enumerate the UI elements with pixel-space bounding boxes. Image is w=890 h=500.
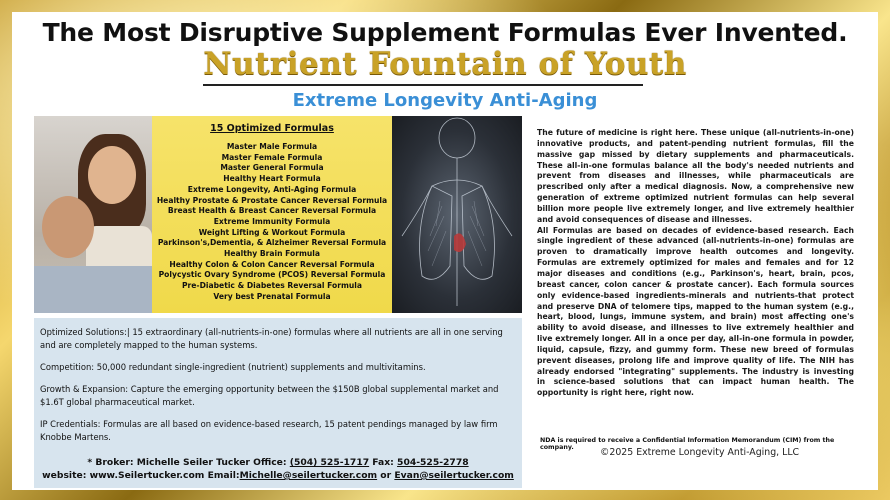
formula-list bbox=[152, 142, 392, 303]
email-or: or bbox=[377, 470, 395, 481]
email-link-michelle[interactable]: Michelle@seilertucker.com bbox=[239, 470, 378, 481]
ip-credentials-text: IP Credentials: Formulas are all based on evidence-based research, 15 patent pendings managed by law firm Knobbe Martens. bbox=[40, 419, 498, 442]
formula-item: Weight Lifting & Workout Formula bbox=[198, 227, 346, 237]
formula-item: Master Male Formula bbox=[226, 142, 318, 151]
anatomy-illustration bbox=[392, 116, 522, 313]
description-paragraph: All Formulas are based on decades of evidence-based research. Each single ingredient of these advanced (all-nutrients-in-one) formulas are proven to dramatically improve health outcomes and longevity. Formulas are extremely optimized for males and females and for 12 major diseases and conditions (e.g., Parkinson's, heart, brain, pcos, breast cancer, colon cancer & prostate cancer). Each formula sources only evidence-based ingredients-minerals and nutrients-that protect and preserve DNA of telomere tips, mapped to the human system (e.g., heart, blood, lungs, immune system, and brain) most affecting one's ability to avoid disease, and illnesses to live extremely healthier and live extremely longer. All in a once per day, all-in-one formula in powder, liquid, capsule, fizzy, and gummy form. These new breed of formulas prevent diseases, prolong life and improve quality of life. The NIH has already endorsed "integrating" supplements. The industry is investing in science-based solutions that can impact human health. The opportunity is right here, right now. bbox=[537, 225, 854, 398]
description-paragraph: The future of medicine is right here. These unique (all-nutrients-in-one) innovative products, and patent-pending nutrient formulas, fill the massive gap missed by dietary supplements and pharmaceuticals. These all-in-one formulas balance all the body's needed nutrients and prevent from diseases and illnesses, while pharmaceuticals are prescribed only after a medical diagnosis. Now, a comprehensive new generation of extreme optimized nutrient formulas can help several billion more people live extremely longer, and live extremely healthier and avoid consequences of disease and illnesses. bbox=[537, 128, 854, 224]
headline: The Most Disruptive Supplement Formulas Ever Invented. bbox=[42, 18, 848, 47]
brand-title: Nutrient Fountain of Youth bbox=[203, 46, 687, 82]
formula-item: Parkinson's,Dementia, & Alzheimer Reversal Formula bbox=[157, 238, 387, 248]
fax-label: Fax: bbox=[369, 457, 398, 468]
description-text bbox=[537, 128, 854, 399]
formula-item: Pre-Diabetic & Diabetes Reversal Formula bbox=[181, 281, 363, 291]
formula-item: Healthy Colon & Colon Cancer Reversal Formula bbox=[169, 259, 375, 269]
fax-number: 504-525-2778 bbox=[397, 457, 469, 468]
website-prefix: website: www.Seilertucker.com Email: bbox=[42, 470, 240, 481]
copyright: ©2025 Extreme Longevity Anti-Aging, LLC bbox=[600, 447, 800, 458]
formula-item: Healthy Heart Formula bbox=[223, 174, 321, 184]
formula-item: Master General Formula bbox=[220, 163, 324, 173]
formula-item: Very best Prenatal Formula bbox=[213, 291, 331, 301]
optimized-solutions-text: Optimized Solutions:| 15 extraordinary (all-nutrients-in-one) formulas where all nutrients are all in one serving and are completely mapped to the human systems. bbox=[40, 327, 503, 350]
office-phone-link[interactable]: (504) 525-1717 bbox=[289, 457, 370, 468]
info-box bbox=[34, 318, 522, 488]
contact-line bbox=[34, 469, 522, 482]
formula-item: Breast Health & Breast Cancer Reversal Formula bbox=[167, 206, 377, 216]
growth-text: Growth & Expansion: Capture the emerging opportunity between the $150B global supplemental market and $1.6T global pharmaceutical market. bbox=[40, 384, 499, 407]
formula-item: Polycystic Ovary Syndrome (PCOS) Reversal Formula bbox=[158, 270, 386, 280]
couple-photo bbox=[34, 116, 152, 313]
brand-underline bbox=[203, 84, 643, 86]
broker-prefix: * Broker: Michelle Seiler Tucker Office: bbox=[87, 457, 290, 468]
formula-item: Extreme Longevity, Anti-Aging Formula bbox=[187, 184, 357, 194]
email-link-evan[interactable]: Evan@seilertucker.com bbox=[394, 470, 514, 481]
formula-item: Master Female Formula bbox=[221, 152, 323, 162]
formula-item: Healthy Prostate & Prostate Cancer Reversal Formula bbox=[156, 195, 388, 205]
formula-panel-title: 15 Optimized Formulas bbox=[210, 123, 334, 134]
tagline: Extreme Longevity Anti-Aging bbox=[292, 90, 598, 111]
formula-panel bbox=[152, 116, 392, 313]
competition-text: Competition: 50,000 redundant single-ingredient (nutrient) supplements and multivitamins. bbox=[40, 362, 426, 372]
nda-notice: NDA is required to receive a Confidential Information Memorandum (CIM) from the company. bbox=[540, 437, 835, 451]
broker-line bbox=[34, 456, 522, 469]
formula-item: Extreme Immunity Formula bbox=[213, 216, 331, 226]
hero-banner bbox=[34, 116, 522, 313]
formula-item: Healthy Brain Formula bbox=[223, 249, 321, 259]
